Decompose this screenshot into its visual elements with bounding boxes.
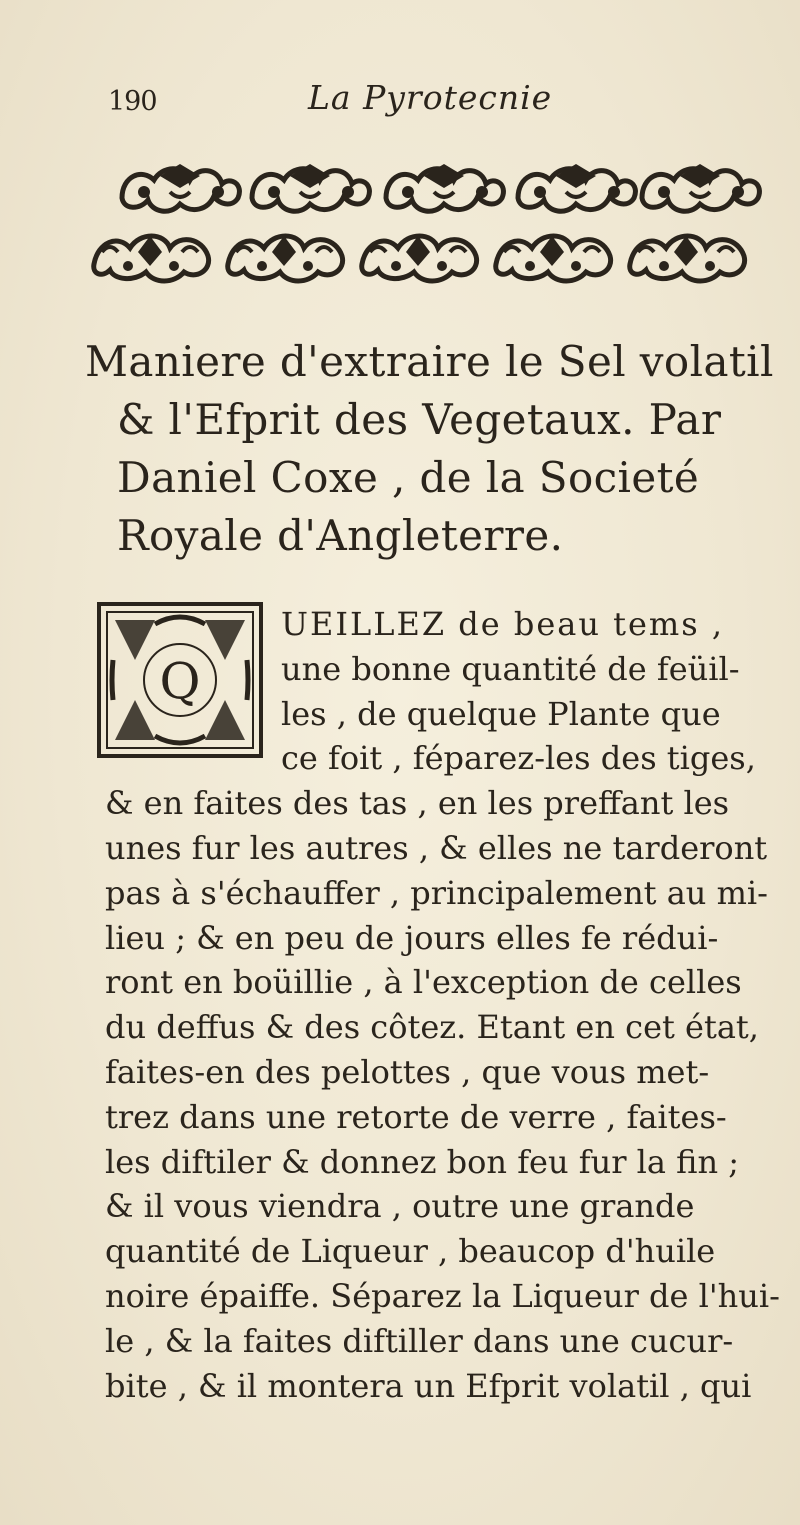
body-line: du deffus & des côtez. Etant en cet état, [105, 1008, 759, 1047]
body-line: une bonne quantité de feüil- [281, 649, 740, 688]
page-header [108, 78, 668, 128]
body-line: le , & la faites diftiller dans une cucur- [105, 1321, 734, 1360]
body-line: les diftiler & donnez bon feu fur la fin ; [105, 1142, 740, 1181]
body-line: lieu ; & en peu de jours elles fe rédui- [105, 918, 719, 957]
body-line: & en faites des tas , en les preffant les [105, 784, 730, 823]
body-line: quantité de Liqueur , beaucop d'huile [105, 1232, 716, 1271]
body-line: les , de quelque Plante que [281, 694, 721, 733]
title-line: Royale d'Angleterre. [117, 511, 564, 560]
title-line: Maniere d'extraire le Sel volatil [85, 337, 774, 386]
body-line: bite , & il montera un Efprit volatil , qui [105, 1366, 752, 1405]
body-line: & il vous viendra , outre une grande [105, 1187, 695, 1226]
title-line: Daniel Coxe , de la Societé [117, 453, 700, 502]
body-line: pas à s'échauffer , principalement au mi- [105, 873, 768, 912]
chapter-title [85, 333, 775, 565]
body-line: noire épaiffe. Séparez la Liqueur de l'hui- [105, 1276, 780, 1315]
body-line: unes fur les autres , & elles ne tarderont [105, 828, 768, 867]
body-line: trez dans une retorte de verre , faites- [105, 1097, 727, 1136]
drop-cap-letter: Q [159, 652, 201, 710]
running-title: La Pyrotecnie [308, 78, 553, 117]
title-line: & l'Efprit des Vegetaux. Par [117, 395, 722, 444]
headpiece-ornament-icon [88, 150, 763, 292]
body-line: ront en boüillie , à l'exception de celles [105, 963, 742, 1002]
body-line: UEILLEZ de beau tems , [281, 605, 725, 643]
body-line: ce foit , féparez-les des tiges, [281, 739, 756, 778]
page-number: 190 [108, 86, 157, 117]
ornamental-headpiece [88, 150, 763, 292]
body-paragraph [105, 602, 785, 1408]
body-line: faites-en des pelottes , que vous met- [105, 1052, 710, 1091]
